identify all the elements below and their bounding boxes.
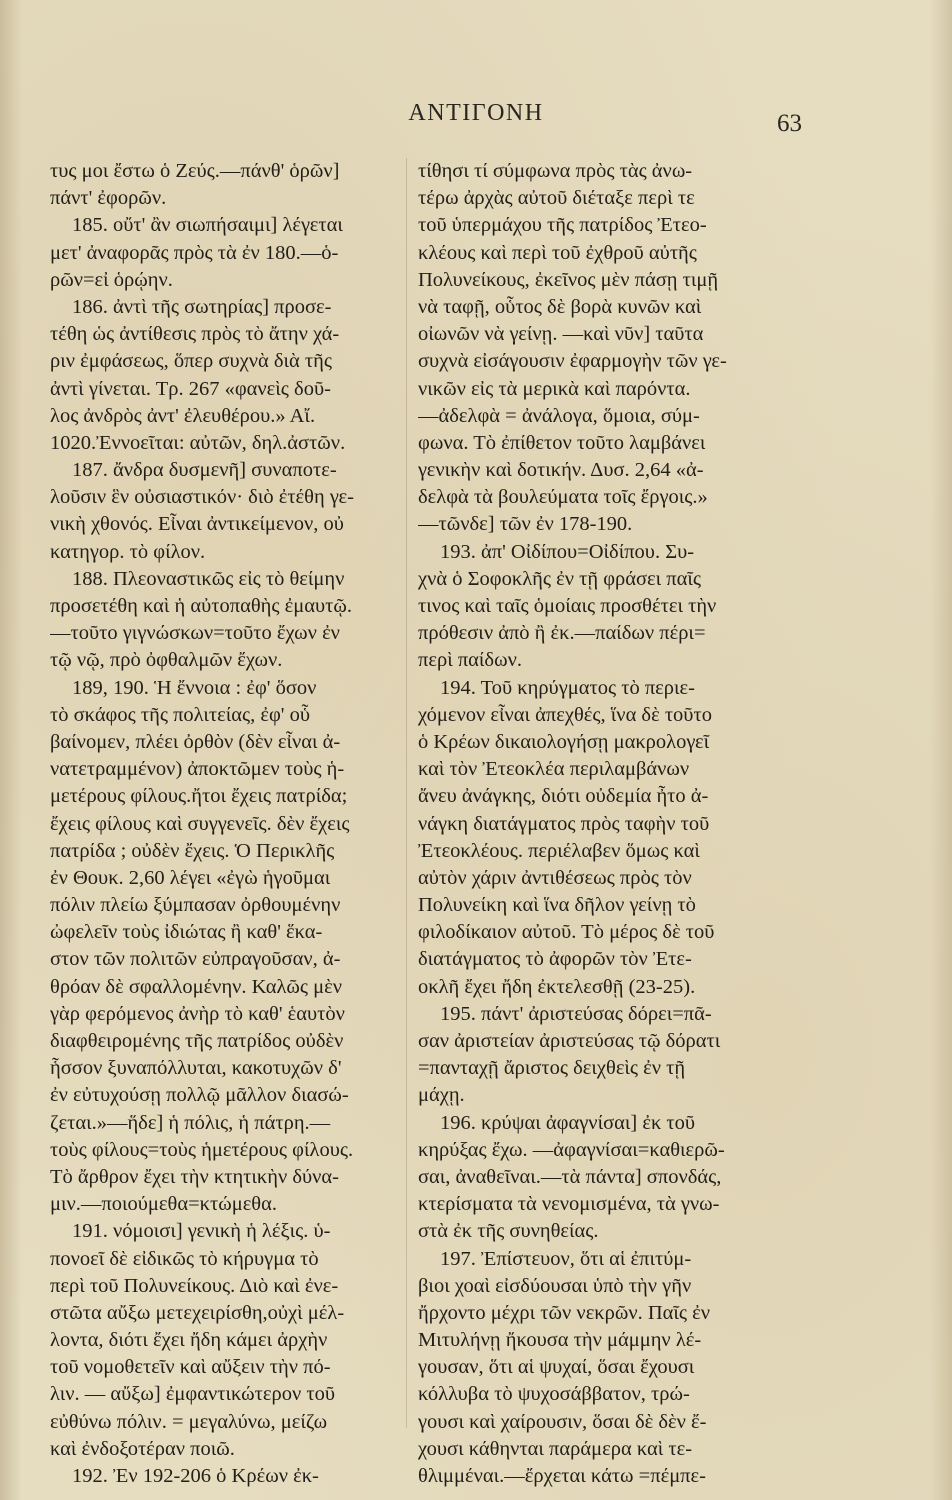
text-line: ἐν Θουκ. 2,60 λέγει «ἐγὼ ἡγοῦμαι (50, 866, 331, 889)
text-line: 193. ἀπ' Οἰδίπου=Οἰδίπου. Συ- (440, 540, 695, 563)
text-line: τοῦ ὑπερμάχου τῆς πατρίδος Ἐτεο- (418, 214, 707, 237)
text-line: Ἐτεοκλέους. περιέλαβεν ὅμως καὶ (418, 839, 700, 862)
text-line: ἐν εὐτυχούσῃ πολλῷ μᾶλλον διασώ- (50, 1084, 349, 1107)
text-line: —τῶνδε] τῶν ἐν 178-190. (418, 513, 633, 536)
text-line: πονοεῖ δὲ εἰδικῶς τὸ κήρυγμα τὸ (50, 1247, 319, 1270)
text-line: μιν.—ποιούμεθα=κτώμεθα. (50, 1193, 277, 1216)
text-line: —ἀδελφὰ = ἀνάλογα, ὅμοια, σύμ- (418, 404, 700, 427)
text-line: ἔχεις φίλους καὶ συγγενεῖς. δὲν ἔχεις (50, 812, 350, 835)
text-line: χουσι κάθηνται παράμερα καὶ τε- (418, 1437, 693, 1460)
text-line: στὰ ἐκ τῆς συνηθείας. (418, 1220, 599, 1243)
text-line: οἰωνῶν νὰ γείνῃ. —καὶ νῦν] ταῦτα (418, 323, 704, 346)
text-line: γὰρ φερόμενος ἀνὴρ τὸ καθ' ἑαυτὸν (50, 1002, 345, 1025)
text-line: γουσι καὶ χαίρουσιν, ὅσαι δὲ δὲν ἔ- (418, 1410, 707, 1433)
text-line: 187. ἄνδρα δυσμενῆ] συναποτε- (72, 459, 337, 482)
text-line: τῷ νῷ, πρὸ ὀφθαλμῶν ἔχων. (50, 649, 283, 672)
text-line: τέρω ἀρχὰς αὐτοῦ διέταξε περὶ τε (418, 187, 695, 210)
text-line: χνὰ ὁ Σοφοκλῆς ἐν τῇ φράσει παῖς (418, 567, 702, 590)
text-line: —τοῦτο γιγνώσκων=τοῦτο ἔχων ἐν (50, 622, 340, 645)
text-line: συχνὰ εἰσάγουσιν ἐφαρμογὴν τῶν γε- (418, 350, 727, 373)
text-line: νατετραμμένον) ἀποκτῶμεν τοὺς ἡ- (50, 758, 345, 781)
text-line: νικῶν εἰς τὰ μερικὰ καὶ παρόντα. (418, 377, 691, 400)
text-line: καὶ τὸν Ἐτεοκλέα περιλαμβάνων (418, 758, 690, 781)
text-line: λοῦσιν ἓν οὐσιαστικόν· διὸ ἐτέθη γε- (50, 486, 354, 509)
text-line: νὰ ταφῇ, οὗτος δὲ βορὰ κυνῶν καὶ (418, 295, 702, 318)
text-line: μάχῃ. (418, 1084, 465, 1107)
text-line: τέθη ὡς ἀντίθεσις πρὸς τὸ ἄτην χά- (50, 323, 340, 346)
right-column (418, 158, 803, 1490)
text-line: 195. πάντ' ἀριστεύσας δόρει=πᾶ- (440, 1002, 712, 1025)
text-line: περὶ παίδων. (418, 649, 522, 672)
text-line: 191. νόμοισι] γενικὴ ἡ λέξις. ὑ- (72, 1220, 331, 1243)
text-line: τὸ σκάφος τῆς πολιτείας, ἐφ' οὗ (50, 703, 311, 726)
text-line: 194. Τοῦ κηρύγματος τὸ περιε- (440, 676, 695, 699)
text-line: Πολυνείκους, ἐκεῖνος μὲν πάσῃ τιμῇ (418, 268, 719, 291)
text-line: αὐτὸν χάριν ἀντιθέσεως πρὸς τὸν (418, 866, 692, 889)
text-line: ζεται.»—ἥδε] ἡ πόλις, ἡ πάτρη.— (50, 1111, 331, 1134)
text-line: θρόαν δὲ σφαλλομένην. Καλῶς μὲν (50, 975, 343, 998)
text-line: βαίνομεν, πλέει ὀρθὸν (δὲν εἶναι ἀ- (50, 730, 341, 753)
text-line: γουσαν, ὅτι αἱ ψυχαί, ὅσαι ἔχουσι (418, 1356, 695, 1379)
text-line: ἄνευ ἀνάγκης, διότι οὐδεμία ἦτο ἀ- (418, 785, 709, 808)
text-line: Τὸ ἄρθρον ἔχει τὴν κτητικὴν δύνα- (50, 1165, 340, 1188)
text-line: νάγκη διατάγματος πρὸς ταφὴν τοῦ (418, 812, 710, 835)
text-line: φιλοδίκαιον αὐτοῦ. Τὸ μέρος δὲ τοῦ (418, 921, 715, 944)
page-number: 63 (777, 110, 802, 137)
text-line: ριν ἐμφάσεως, ὅπερ συχνὰ διὰ τῆς (50, 350, 332, 373)
text-line: κλέους καὶ περὶ τοῦ ἐχθροῦ αὐτῆς (418, 241, 697, 264)
left-column (50, 158, 400, 1490)
text-line: νικὴ χθονός. Εἶναι ἀντικείμενον, οὐ (50, 513, 344, 536)
text-line: ἧσσον ξυναπόλλυται, κακοτυχῶν δ' (50, 1057, 342, 1080)
text-line: χόμενον εἶναι ἀπεχθές, ἵνα δὲ τοῦτο (418, 703, 712, 726)
text-line: λοντα, διότι ἔχει ἤδη κάμει ἀρχὴν (50, 1329, 328, 1352)
text-line: Πολυνείκη καὶ ἵνα δῆλον γείνῃ τὸ (418, 894, 696, 917)
text-line: εὐθύνω πόλιν. = μεγαλύνω, μείζω (50, 1410, 328, 1433)
text-line: τινος καὶ ταῖς ὁμοίαις προσθέτει τὴν (418, 595, 717, 617)
text-line: πατρίδα ; οὐδὲν ἔχεις. Ὁ Περικλῆς (50, 839, 335, 862)
text-line: καὶ ἐνδοξοτέραν ποιῶ. (50, 1437, 235, 1460)
text-line: =πανταχῇ ἄριστος δειχθεὶς ἐν τῇ (418, 1057, 686, 1080)
text-line: 188. Πλεοναστικῶς εἰς τὸ θείμην (72, 567, 345, 590)
text-line: βιοι χοαὶ εἰσδύουσαι ὑπὸ τὴν γῆν (418, 1274, 692, 1297)
text-line: τυς μοι ἔστω ὁ Ζεύς.—πάνθ' ὁρῶν] (50, 160, 340, 182)
text-line: τοῦ νομοθετεῖν καὶ αὔξειν τὴν πό- (50, 1356, 331, 1379)
text-line: πόλιν πλείω ξύμπασαν ὀρθουμένην (50, 894, 341, 917)
text-line: 185. οὔτ' ἂν σιωπήσαιμι] λέγεται (72, 214, 343, 237)
text-line: ἀντὶ γίνεται. Τρ. 267 «φανεὶς δοῦ- (50, 377, 331, 400)
text-line: 189, 190. Ἡ ἔννοια : ἐφ' ὅσον (72, 676, 317, 699)
text-line: μετ' ἀναφορᾶς πρὸς τὰ ἐν 180.—ὁ- (50, 241, 339, 264)
text-line: στῶτα αὔξω μετεχειρίσθη,οὐχὶ μέλ- (50, 1301, 345, 1324)
text-line: ὁ Κρέων δικαιολογήσῃ μακρολογεῖ (418, 730, 710, 753)
text-line: κόλλυβα τὸ ψυχοσάββατον, τρώ- (418, 1383, 690, 1406)
text-line: κατηγορ. τὸ φίλον. (50, 540, 206, 563)
text-line: 197. Ἐπίστευον, ὅτι αἱ ἐπιτύμ- (440, 1247, 692, 1270)
text-line: οκλῆ ἔχει ἤδη ἐκτελεσθῇ (23-25). (418, 975, 696, 998)
text-line: προσετέθη καὶ ἡ αὐτοπαθὴς ἐμαυτῷ. (50, 595, 352, 617)
text-line: τίθησι τί σύμφωνα πρὸς τὰς ἀνω- (418, 160, 693, 182)
text-line: λος ἀνδρὸς ἀντ' ἐλευθέρου.» Αἴ. (50, 404, 316, 427)
text-line: διατάγματος τὸ ἀφορῶν τὸν Ἐτε- (418, 948, 692, 971)
text-line: πάντ' ἐφορῶν. (50, 187, 167, 210)
text-line: γενικὴν καὶ δοτικήν. Δυσ. 2,64 «ἀ- (418, 459, 704, 482)
text-line: σαν ἀριστείαν ἀριστεύσας τῷ δόρατι (418, 1030, 721, 1052)
text-line: τοὺς φίλους=τοὺς ἡμετέρους φίλους. (50, 1138, 354, 1161)
text-line: κτερίσματα τὰ νενομισμένα, τὰ γνω- (418, 1193, 720, 1216)
text-line: φωνα. Τὸ ἐπίθετον τοῦτο λαμβάνει (418, 431, 706, 454)
text-line: 192. Ἐν 192-206 ὁ Κρέων ἐκ- (72, 1465, 319, 1487)
text-line: 186. ἀντὶ τῆς σωτηρίας] προσε- (72, 295, 332, 318)
text-line: σαι, ἀναθεῖναι.—τὰ πάντα] σπονδάς, (418, 1165, 722, 1188)
text-line: στον τῶν πολιτῶν εὐπραγοῦσαν, ἀ- (50, 948, 341, 971)
text-line: πρόθεσιν ἀπὸ ἢ ἐκ.—παίδων πέρι= (418, 622, 706, 645)
text-line: θλιμμέναι.—ἔρχεται κάτω =πέμπε- (418, 1465, 706, 1487)
running-head: ΑΝΤΙΓΟΝΗ (408, 100, 544, 126)
text-line: 1020.Ἐννοεῖται: αὐτῶν, δηλ.ἀστῶν. (50, 431, 346, 454)
text-line: ὠφελεῖν τοὺς ἰδιώτας ἢ καθ' ἕκα- (50, 921, 323, 944)
text-line: Μιτυλήνῃ ἤκουσα τὴν μάμμην λέ- (418, 1329, 702, 1352)
text-line: διαφθειρομένης τῆς πατρίδος οὐδὲν (50, 1030, 344, 1052)
column-gutter (406, 158, 407, 1428)
text-line: μετέρους φίλους.ἤτοι ἔχεις πατρίδα; (50, 785, 348, 808)
text-line: κηρύξας ἔχω. —ἀφαγνίσαι=καθιερῶ- (418, 1138, 725, 1161)
text-line: 196. κρύψαι ἀφαγνίσαι] ἐκ τοῦ (440, 1111, 696, 1134)
text-line: λιν. — αὔξω] ἐμφαντικώτερον τοῦ (50, 1383, 336, 1406)
text-line: ρῶν=εἰ ὁρῴην. (50, 268, 173, 291)
text-line: δελφὰ τὰ βουλεύματα τοῖς ἔργοις.» (418, 486, 708, 509)
text-line: περὶ τοῦ Πολυνείκους. Διὸ καὶ ἐνε- (50, 1274, 339, 1297)
text-line: ἤρχοντο μέχρι τῶν νεκρῶν. Παῖς ἐν (418, 1301, 711, 1324)
